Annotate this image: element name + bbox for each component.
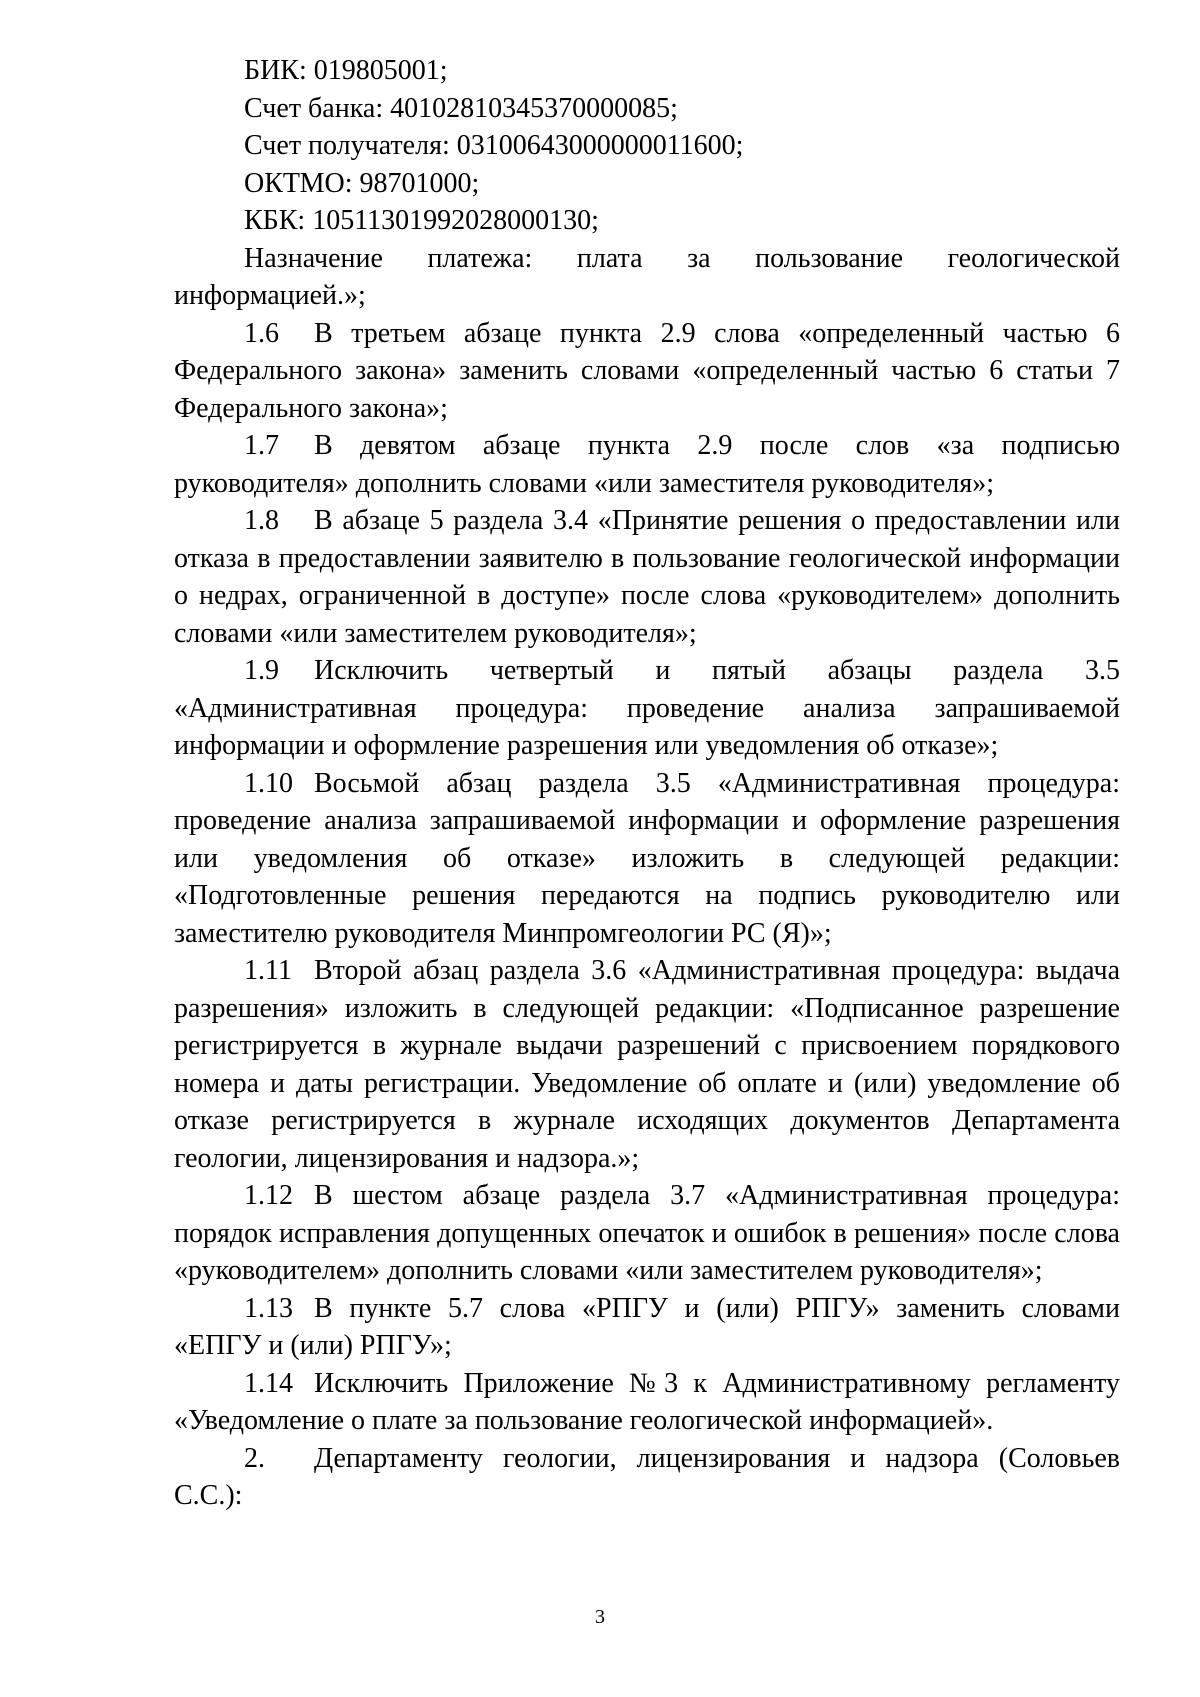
paragraph-number: 1.11 — [244, 955, 292, 986]
paragraph-1-10 — [174, 765, 1120, 953]
paragraph-text: В пункте 5.7 слова «РПГУ и (или) РПГУ» заменить словами «ЕПГУ и (или) РПГУ»; — [174, 1292, 1120, 1361]
paragraph-number: 1.6 — [244, 317, 279, 349]
paragraph-text: Исключить Приложение №3 к Административному регламенту «Уведомление о плате за пользование геологической информацией». — [174, 1367, 1120, 1436]
paragraph-number: 1.12 — [244, 1180, 293, 1211]
paragraph-1-13 — [174, 1290, 1120, 1365]
document-page — [174, 52, 1120, 1515]
requisite-recipient-account: Счет получателя: 03100643000000011600; — [244, 130, 744, 161]
paragraph-1-12 — [174, 1177, 1120, 1290]
paragraph-1-14 — [174, 1365, 1120, 1440]
paragraph-1-11 — [174, 952, 1120, 1177]
paragraph-1-6 — [174, 315, 1120, 428]
paragraph-1-9 — [174, 652, 1120, 765]
paragraph-text: В шестом абзаце раздела 3.7 «Административная процедура: порядок исправления допущенных опечаток и ошибок в решения» после слова «руководителем» дополнить словами «или заместителем руководителя»; — [174, 1180, 1120, 1286]
paragraph-text: Восьмой абзац раздела 3.5 «Административная процедура: проведение анализа запрашиваемой информации и оформление разрешения или уведомления об отказе» изложить в следующей редакции: «Подготовленные решения передаются на подпись руководителю или заместителю руководителя Минпромгеологии РС (Я)»; — [174, 767, 1120, 949]
paragraph-text: Департаменту геологии, лицензирования и надзора (Соловьев С.С.): — [174, 1442, 1120, 1511]
payment-purpose: Назначение платежа: плата за пользование геологической информацией.»; — [174, 242, 1120, 311]
paragraph-2 — [174, 1440, 1120, 1515]
paragraph-text: Исключить четвертый и пятый абзацы раздела 3.5 «Административная процедура: проведение анализа запрашиваемой информации и оформление разрешения или уведомления об отказе»; — [174, 655, 1120, 761]
paragraph-text: В абзаце 5 раздела 3.4 «Принятие решения о предоставлении или отказа в предоставлении заявителю в пользование геологической информации о недрах, ограниченной в доступе» после слова «руководителем» дополнить словами «или заместителем руководителя»; — [174, 505, 1120, 649]
paragraph-number: 1.9 — [244, 655, 279, 686]
requisite-bank-account: Счет банка: 40102810345370000085; — [244, 92, 678, 124]
requisite-kbk: КБК: 10511301992028000130; — [244, 205, 599, 236]
paragraph-text: В девятом абзаце пункта 2.9 после слов «за подписью руководителя» дополнить словами «или заместителя руководителя»; — [174, 430, 1120, 499]
paragraph-number: 1.7 — [244, 430, 279, 461]
requisite-oktmo: ОКТМО: 98701000; — [244, 167, 480, 199]
paragraph-number: 1.13 — [244, 1292, 293, 1324]
paragraph-number: 2. — [244, 1442, 265, 1474]
paragraph-text: Второй абзац раздела 3.6 «Административная процедура: выдача разрешения» изложить в следующей редакции: «Подписанное разрешение регистрируется в журнале выдачи разрешений с присвоением порядкового номера и даты регистрации. Уведомление об оплате и (или) уведомление об отказе регистрируется в журнале исходящих документов Департамента геологии, лицензирования и надзора.»; — [174, 955, 1120, 1174]
paragraph-1-7 — [174, 427, 1120, 502]
requisite-bik: БИК: 019805001; — [244, 55, 448, 86]
paragraph-number: 1.10 — [244, 767, 293, 799]
paragraph-text: В третьем абзаце пункта 2.9 слова «определенный частью 6 Федерального закона» заменить словами «определенный частью 6 статьи 7 Федерального закона»; — [174, 317, 1120, 424]
paragraph-number: 1.14 — [244, 1367, 293, 1399]
paragraph-number: 1.8 — [244, 505, 279, 536]
page-number: 3 — [595, 1606, 605, 1628]
paragraph-1-8 — [174, 502, 1120, 652]
